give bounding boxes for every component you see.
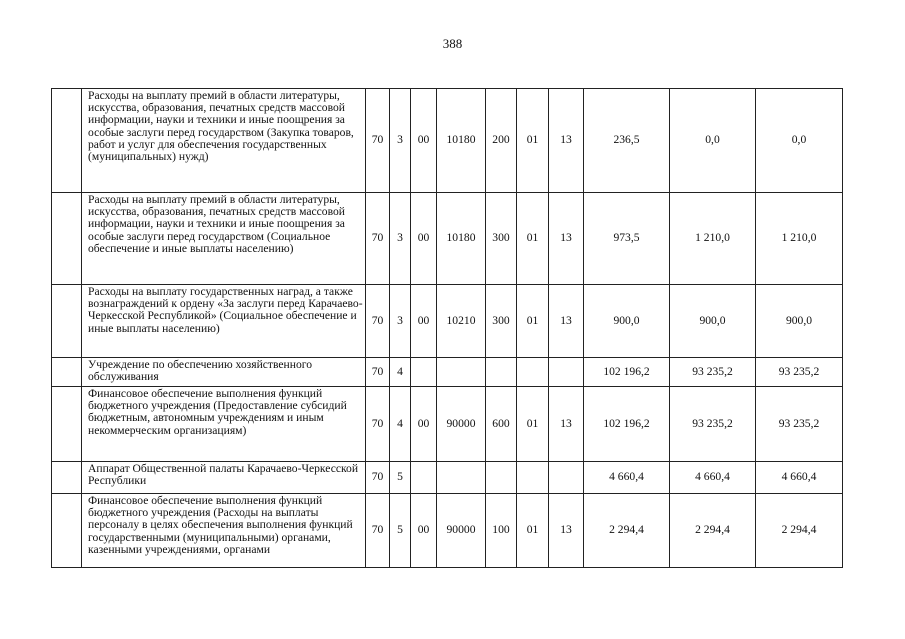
table-row [52,494,843,568]
code-cell [549,462,584,494]
row-blank-cell [52,387,82,462]
code-cell [549,358,584,387]
row-description: Расходы на выплату премий в области литературы, искусства, образования, печатных средств массовой информации, науки и техники и иные поощрения за особые заслуги перед государством (Закупка товаров, работ и услуг для обеспечения государственных (муниципальных) нужд) [82,89,366,193]
row-blank-cell [52,89,82,193]
code-cell: 01 [517,285,549,358]
code-cell [517,462,549,494]
table-row [52,358,843,387]
row-description: Учреждение по обеспечению хозяйственного обслуживания [82,358,366,387]
row-blank-cell [52,494,82,568]
code-cell: 10180 [437,89,486,193]
code-cell: 00 [411,193,437,285]
amount-cell: 93 235,2 [756,387,843,462]
amount-cell: 93 235,2 [670,387,756,462]
code-cell: 00 [411,89,437,193]
code-cell: 4 [390,358,411,387]
amount-cell: 102 196,2 [584,387,670,462]
amount-cell: 0,0 [670,89,756,193]
code-cell: 70 [366,193,390,285]
amount-cell: 900,0 [584,285,670,358]
row-blank-cell [52,358,82,387]
amount-cell: 900,0 [756,285,843,358]
code-cell: 00 [411,285,437,358]
code-cell: 300 [486,285,517,358]
code-cell: 100 [486,494,517,568]
code-cell: 10180 [437,193,486,285]
amount-cell: 973,5 [584,193,670,285]
code-cell: 90000 [437,387,486,462]
code-cell [437,358,486,387]
code-cell: 600 [486,387,517,462]
amount-cell: 4 660,4 [584,462,670,494]
table-row [52,193,843,285]
amount-cell: 1 210,0 [670,193,756,285]
code-cell: 70 [366,387,390,462]
row-description: Расходы на выплату государственных наград, а также вознаграждений к ордену «За заслуги перед Карачаево-Черкесской Республикой» (Социальное обеспечение и иные выплаты населению) [82,285,366,358]
amount-cell: 4 660,4 [756,462,843,494]
code-cell: 3 [390,285,411,358]
code-cell: 00 [411,387,437,462]
code-cell: 70 [366,358,390,387]
code-cell: 13 [549,89,584,193]
code-cell [411,462,437,494]
code-cell [437,462,486,494]
amount-cell: 2 294,4 [670,494,756,568]
code-cell: 5 [390,462,411,494]
code-cell: 01 [517,387,549,462]
code-cell: 01 [517,494,549,568]
amount-cell: 2 294,4 [584,494,670,568]
code-cell: 13 [549,387,584,462]
code-cell [486,358,517,387]
code-cell: 70 [366,494,390,568]
amount-cell: 236,5 [584,89,670,193]
code-cell: 10210 [437,285,486,358]
amount-cell: 900,0 [670,285,756,358]
amount-cell: 4 660,4 [670,462,756,494]
row-description: Расходы на выплату премий в области литературы, искусства, образования, печатных средств массовой информации, науки и техники и иные поощрения за особые заслуги перед государством (Социальное обеспечение и иные выплаты населению) [82,193,366,285]
amount-cell: 1 210,0 [756,193,843,285]
code-cell: 70 [366,462,390,494]
page-number: 388 [442,36,463,51]
row-blank-cell [52,285,82,358]
table-row [52,89,843,193]
amount-cell: 102 196,2 [584,358,670,387]
code-cell: 3 [390,89,411,193]
budget-table [51,88,843,568]
table-row [52,462,843,494]
row-description: Финансовое обеспечение выполнения функций бюджетного учреждения (Предоставление субсидий бюджетным, автономным учреждениям и иным некоммерческим организациям) [82,387,366,462]
code-cell [411,358,437,387]
code-cell: 01 [517,89,549,193]
code-cell: 90000 [437,494,486,568]
code-cell: 01 [517,193,549,285]
code-cell [517,358,549,387]
code-cell: 13 [549,494,584,568]
amount-cell: 2 294,4 [756,494,843,568]
amount-cell: 0,0 [756,89,843,193]
code-cell: 3 [390,193,411,285]
amount-cell: 93 235,2 [756,358,843,387]
amount-cell: 93 235,2 [670,358,756,387]
code-cell: 70 [366,89,390,193]
code-cell [486,462,517,494]
row-description: Аппарат Общественной палаты Карачаево-Черкесской Республики [82,462,366,494]
code-cell: 4 [390,387,411,462]
row-blank-cell [52,193,82,285]
code-cell: 13 [549,285,584,358]
table-row [52,387,843,462]
code-cell: 13 [549,193,584,285]
code-cell: 70 [366,285,390,358]
code-cell: 5 [390,494,411,568]
table-row [52,285,843,358]
code-cell: 300 [486,193,517,285]
code-cell: 00 [411,494,437,568]
row-description: Финансовое обеспечение выполнения функций бюджетного учреждения (Расходы на выплаты персоналу в целях обеспечения выполнения функций государственными (муниципальными) органами, казенными учреждениями, органами [82,494,366,568]
code-cell: 200 [486,89,517,193]
row-blank-cell [52,462,82,494]
